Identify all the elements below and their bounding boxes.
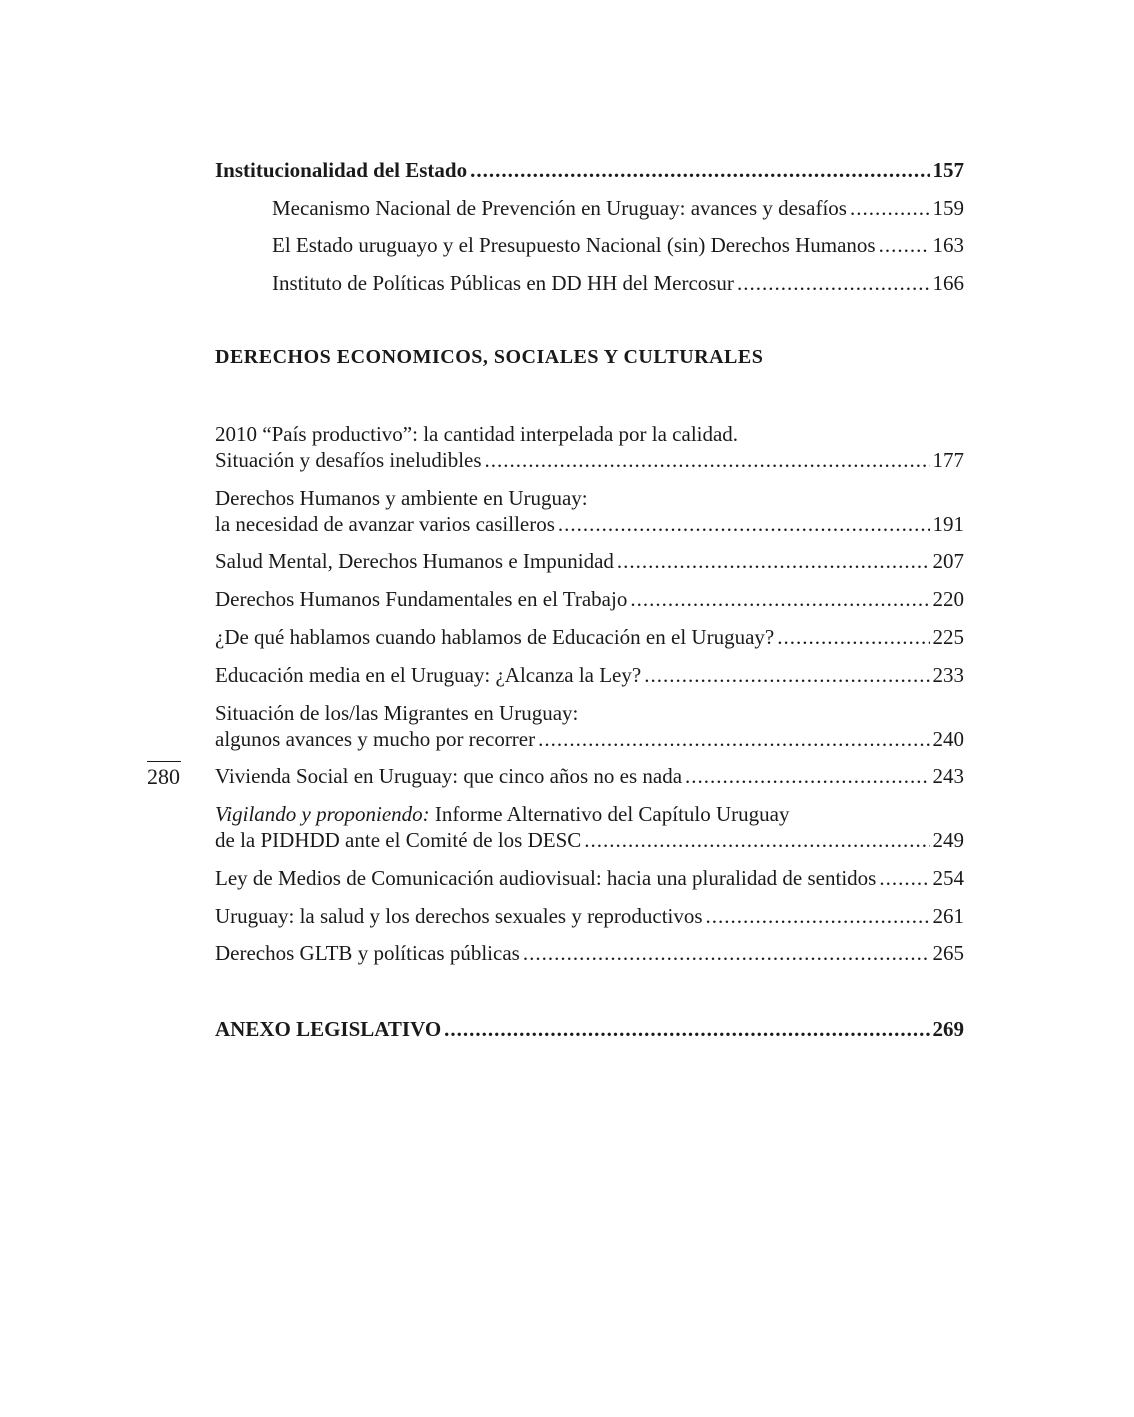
toc-entry-title: Institucionalidad del Estado bbox=[215, 158, 468, 182]
toc-page-number: 220 bbox=[932, 587, 964, 611]
dot-leader bbox=[538, 726, 929, 752]
toc-entry-instituto[interactable] bbox=[272, 270, 964, 296]
folio-rule bbox=[147, 761, 181, 762]
toc-entry-title-line1 bbox=[215, 801, 964, 827]
toc-entry-title-line1: Derechos Humanos y ambiente en Uruguay: bbox=[215, 486, 588, 510]
toc-entry-title: la necesidad de avanzar varios casilleros bbox=[215, 512, 555, 536]
dot-leader bbox=[584, 827, 929, 853]
title-suffix: Informe Alternativo del Capítulo Uruguay bbox=[429, 802, 790, 826]
toc-page-number: 254 bbox=[932, 866, 964, 890]
toc-page-number: 261 bbox=[932, 904, 964, 928]
toc-entry-migrantes[interactable] bbox=[215, 700, 964, 752]
toc-entry-title: Derechos GLTB y políticas públicas bbox=[215, 941, 520, 965]
dot-leader bbox=[617, 548, 930, 574]
toc-entry-title: Instituto de Políticas Públicas en DD HH del Mercosur bbox=[272, 271, 734, 295]
toc-entry-title-line1: 2010 “País productivo”: la cantidad interpelada por la calidad. bbox=[215, 422, 739, 446]
dot-leader bbox=[630, 586, 929, 612]
toc-entry-title: de la PIDHDD ante el Comité de los DESC bbox=[215, 828, 582, 852]
dot-leader bbox=[879, 865, 929, 891]
toc-entry-educacion[interactable] bbox=[215, 624, 964, 650]
toc-entry-title: ¿De qué hablamos cuando hablamos de Educación en el Uruguay? bbox=[215, 625, 775, 649]
toc-page-number: 233 bbox=[932, 663, 964, 687]
toc-page-number: 269 bbox=[932, 1017, 964, 1041]
toc-entry-title: Situación y desafíos ineludibles bbox=[215, 448, 482, 472]
toc-entry-anexo[interactable] bbox=[215, 1016, 964, 1042]
section-heading: DERECHOS ECONOMICOS, SOCIALES Y CULTURALES bbox=[215, 346, 764, 368]
toc-entry-vivienda[interactable] bbox=[215, 763, 964, 789]
toc-page-number: 265 bbox=[932, 941, 964, 965]
toc-entry-salud-sexual[interactable] bbox=[215, 903, 964, 929]
toc-page-number: 157 bbox=[932, 158, 964, 182]
toc-page-number: 225 bbox=[932, 625, 964, 649]
dot-leader bbox=[485, 447, 930, 473]
toc-page-number: 240 bbox=[932, 727, 964, 751]
dot-leader bbox=[444, 1016, 929, 1042]
toc-page-number: 243 bbox=[932, 764, 964, 788]
toc-entry-ambiente[interactable] bbox=[215, 485, 964, 537]
toc-entry-title-line1: Situación de los/las Migrantes en Uruguay: bbox=[215, 701, 579, 725]
toc-entry-ley-medios[interactable] bbox=[215, 865, 964, 891]
toc-entry-title: El Estado uruguayo y el Presupuesto Nacional (sin) Derechos Humanos bbox=[272, 233, 876, 257]
toc-entry-title: Uruguay: la salud y los derechos sexuales y reproductivos bbox=[215, 904, 703, 928]
toc-entry-title: ANEXO LEGISLATIVO bbox=[215, 1017, 442, 1041]
toc-page-number: 163 bbox=[932, 233, 964, 257]
toc-entry-salud-mental[interactable] bbox=[215, 548, 964, 574]
toc-page-number: 177 bbox=[932, 448, 964, 472]
toc-entry-title: algunos avances y mucho por recorrer bbox=[215, 727, 536, 751]
toc-entry-institucionalidad[interactable] bbox=[215, 157, 964, 183]
dot-leader bbox=[737, 270, 930, 296]
dot-leader bbox=[706, 903, 930, 929]
toc-entry-trabajo[interactable] bbox=[215, 586, 964, 612]
toc-entry-title: Derechos Humanos Fundamentales en el Trabajo bbox=[215, 587, 628, 611]
toc-entry-title: Educación media en el Uruguay: ¿Alcanza la Ley? bbox=[215, 663, 642, 687]
dot-leader bbox=[685, 763, 929, 789]
toc-entry-title: Mecanismo Nacional de Prevención en Uruguay: avances y desafíos bbox=[272, 196, 847, 220]
toc-entry-mecanismo[interactable] bbox=[272, 195, 964, 221]
dot-leader bbox=[470, 157, 929, 183]
dot-leader bbox=[777, 624, 929, 650]
toc-page-number: 191 bbox=[932, 512, 964, 536]
dot-leader bbox=[644, 662, 929, 688]
toc-page-number: 249 bbox=[932, 828, 964, 852]
toc-entry-educacion-media[interactable] bbox=[215, 662, 964, 688]
dot-leader bbox=[850, 195, 930, 221]
italic-title-prefix: Vigilando y proponiendo: bbox=[215, 802, 430, 826]
dot-leader bbox=[879, 232, 930, 258]
toc-page-number: 207 bbox=[932, 549, 964, 573]
dot-leader bbox=[523, 940, 930, 966]
dot-leader bbox=[558, 511, 930, 537]
toc-entry-title: Vivienda Social en Uruguay: que cinco años no es nada bbox=[215, 764, 683, 788]
toc-entry-title: Salud Mental, Derechos Humanos e Impunidad bbox=[215, 549, 614, 573]
toc-entry-title: Ley de Medios de Comunicación audiovisual: hacia una pluralidad de sentidos bbox=[215, 866, 877, 890]
toc-entry-vigilando[interactable] bbox=[215, 801, 964, 853]
toc-entry-pais-productivo[interactable] bbox=[215, 421, 964, 473]
page-number: 280 bbox=[147, 764, 180, 789]
toc-page-number: 159 bbox=[932, 196, 964, 220]
toc-entry-gltb[interactable] bbox=[215, 940, 964, 966]
toc-entry-presupuesto[interactable] bbox=[272, 232, 964, 258]
toc-page-number: 166 bbox=[932, 271, 964, 295]
